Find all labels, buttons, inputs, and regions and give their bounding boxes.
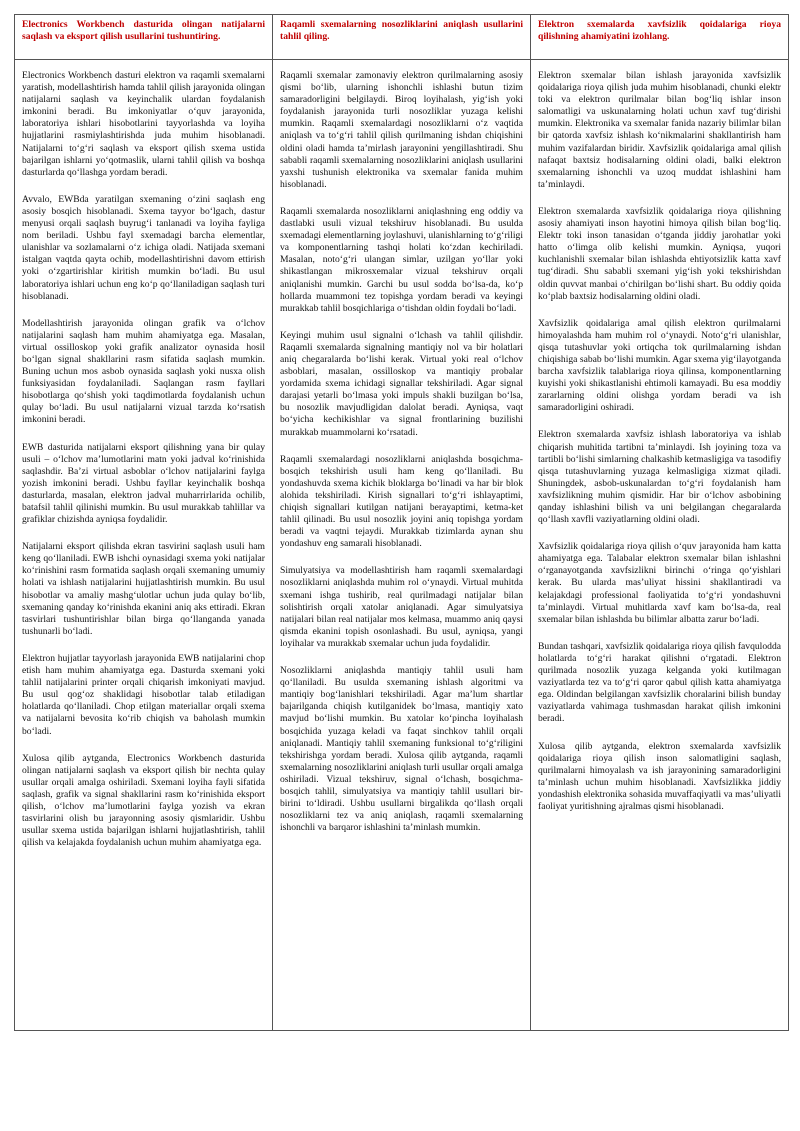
question-cell-1 xyxy=(15,15,273,60)
answer-2-paragraph: Raqamli sxemalarda nosozliklarni aniqlashning eng oddiy va dastlabki usuli vizual tekshiruv hisoblanadi. Bu usulda sxemadagi elementlarning joylashuvi, ulanishlarning to‘g‘riligi va komponentlarning tashqi holati ko‘zdan kechiriladi. Masalan, noto‘g‘ri ulangan simlar, uzilgan yo‘llar yoki shikastlangan mikrosxemalar vizual tekshiruv orqali aniqlanishi mumkin. Garchi bu usul sodda bo‘lsa-da, ko‘p hollarda muammoni tez topishga yordam beradi va keyingi murakkab tahlil bosqichlariga o‘tishdan oldin foydali bo‘ladi. xyxy=(280,205,523,314)
answer-3-paragraph: Xulosa qilib aytganda, elektron sxemalarda xavfsizlik qoidalariga rioya qilish inson salomatligini saqlash, qurilmalarni himoyalash va ish jarayonining samaradorligini ta’minlash uchun muhim hisoblanadi. Xavfsizlikka jiddiy yondashish elektronika sohasida muvaffaqiyatli va mas’uliyatli faoliyat yuritishning ajralmas qismi hisoblanadi. xyxy=(538,740,781,812)
question-1: Electronics Workbench dasturida olingan natijalarni saqlash va eksport qilish usullarini tushuntiring. xyxy=(22,19,265,43)
answer-3-paragraph: Elektron sxemalar bilan ishlash jarayonida xavfsizlik qoidalariga rioya qilish juda muhim hisoblanadi, chunki elektr toki va elektron qurilmalar bilan bog‘liq ishlar inson salomatligi va uskunalarning holati uchun xavf tug‘dirishi mumkin. Elektronika va sxemalar fanida nazariy bilimlar bilan bir qatorda xavfsiz ishlash ko‘nikmalarini shakllantirish ham muhim vazifalardan biridir. Xavfsizlik qoidalariga amal qilish nafaqat baxtsiz hodisalarning oldini oladi, balki elektron sxemalarning ishonchli va uzoq muddat ishlashini ham ta’minlaydi. xyxy=(538,70,781,190)
answer-3-paragraph: Elektron sxemalarda xavfsizlik qoidalariga rioya qilishning asosiy ahamiyati inson hayotini himoya qilish bilan bog‘liq. Elektr toki inson tanasidan o‘tganda jiddiy jarohatlar yoki hatto o‘limga olib kelishi mumkin. Ayniqsa, yuqori kuchlanishli sxemalar bilan ishlashda ehtiyotsizlik katta xavf tug‘diradi. Shu sababli sxemani yig‘ish yoki tekshirishdan oldin quvvat manbai o‘chirilgan bo‘lishi shart. Bu oddiy qoida ko‘plab baxtsiz hodisalarning oldini oladi. xyxy=(538,205,781,302)
answer-3-paragraph: Elektron sxemalarda xavfsiz ishlash laboratoriya va ishlab chiqarish muhitida tartibni ta’minlaydi. Ish joyining toza va tartibli bo‘lishi simlarning chalkashib ketmasligiga va tasodifiy qisqa tutashuvlarning yuzaga kelmasligiga xizmat qiladi. Shuningdek, asbob-uskunalardan to‘g‘ri foydalanish ham xavfsizlikning muhim qismidir. Har bir o‘lchov asbobining qanday ishlashini bilish va uni belgilangan chegaralarda qo‘llash xavfli vaziyatlarning oldini oladi. xyxy=(538,429,781,526)
answer-1-paragraph: Modellashtirish jarayonida olingan grafik va o‘lchov natijalarini saqlash ham muhim ahamiyatga ega. Masalan, virtual ossilloskop yoki grafik analizator oynasida hosil bo‘lgan signal shakllarini rasm sifatida saqlash mumkin. Buning uchun mos asbob oynasida saqlash yoki nusxa olish funksiyasidan foydalaniladi. Saqlangan rasm fayllari hisobotlarga qo‘shish yoki taqdimotlarda foydalanish uchun qulay bo‘ladi. Bu usul natijalarni vizual tarzda ko‘rsatish imkonini beradi. xyxy=(22,317,265,426)
answer-1-paragraph: Natijalarni eksport qilishda ekran tasvirini saqlash usuli ham keng qo‘llaniladi. EWB ishchi oynasidagi sxema yoki natijalar ko‘rinishini rasm formatida saqlash orqali sxemaning umumiy holati va ishlash natijalarini hujjatlashtirish mumkin. Bu usul hisobotlar va amaliy mashg‘ulotlar uchun juda qulay bo‘lib, sxemaning qanday ko‘rinishda ekanini aniq aks ettiradi. Ekran tasvirlari tushuntirishlar bilan birga qo‘llanganda yanada tushunarli bo‘ladi. xyxy=(22,541,265,637)
answer-2-paragraph: Keyingi muhim usul signalni o‘lchash va tahlil qilishdir. Raqamli sxemalarda signalning mantiqiy nol va bir holatlari aniq chegaralarda bo‘lishi kerak. Virtual yoki real o‘lchov asboblari, masalan, ossilloskop va mantiqiy probalar yordamida sxema ichidagi signallar tekshiriladi. Agar signal darajasi yetarli bo‘lmasa yoki impuls shakli buzilgan bo‘lsa, bu nosozlik mavjudligidan dalolat beradi. Ayniqsa, vaqt bo‘yicha kechikishlar va signal frontlarining buzilishi murakkab muammolarni ko‘rsatadi. xyxy=(280,329,523,438)
answer-2-paragraph: Raqamli sxemalardagi nosozliklarni aniqlashda bosqichma-bosqich tekshirish usuli ham keng qo‘llaniladi. Bu yondashuvda sxema kichik bloklarga bo‘linadi va har bir blok alohida tekshiriladi. Kirish signallari to‘g‘ri ishlayaptimi, chiqish signallari kutilgan natijani berayaptimi, ketma-ket tahlil qilinadi. Bu usul nosozlik joyini aniq topishga yordam beradi va vaqtni tejaydi. Murakkab tizimlarda aynan shu yondashuv eng samarali hisoblanadi. xyxy=(280,453,523,550)
answer-1-paragraph: Avvalo, EWBda yaratilgan sxemaning o‘zini saqlash eng asosiy bosqich hisoblanadi. Sxema tayyor bo‘lgach, dastur menyusi orqali saqlash buyrug‘i tanlanadi va loyiha fayliga nom beriladi. Ushbu fayl sxemadagi barcha elementlar, ulanishlar va sozlamalarni o‘z ichiga oladi. Natijada sxemani istalgan vaqtda qayta ochib, modellashtirishni davom ettirish yoki o‘zgartirishlar kiritish mumkin bo‘ladi. Bu usul laboratoriya ishlari uchun eng ko‘p qo‘llaniladigan saqlash turi hisoblanadi. xyxy=(22,193,265,302)
question-row xyxy=(15,15,789,60)
answer-1-paragraph: EWB dasturida natijalarni eksport qilishning yana bir qulay usuli – o‘lchov ma’lumotlarini matn yoki jadval ko‘rinishida saqlashdir. Ba’zi virtual asboblar o‘lchov natijalarini faylga yozish imkonini beradi. Ushbu fayllar keyinchalik boshqa dasturlarda, masalan, elektron jadval muharrirlarida ochilib, batafsil tahlil qilinishi mumkin. Bu usul murakkab tahlillar va grafiklar chizishda ayniqsa foydalidir. xyxy=(22,441,265,526)
question-cell-3 xyxy=(531,15,789,60)
answer-table xyxy=(14,14,789,1031)
answer-cell-1 xyxy=(15,60,273,1031)
answer-cell-3 xyxy=(531,60,789,1031)
answer-cell-2 xyxy=(273,60,531,1031)
answer-2-paragraph: Nosozliklarni aniqlashda mantiqiy tahlil usuli ham qo‘llaniladi. Bu usulda sxemaning ishlash algoritmi va mantiqiy bog‘lanishlari tekshiriladi. Agar ma’lum shartlar bajarilganda chiqish kutilganidek bo‘lmasa, mantiqiy xato mavjud bo‘lishi mumkin. Bu xatolar ko‘pincha loyihalash bosqichida yuzaga keladi va faqat sinchkov tahlil orqali aniqlanadi. Mantiqiy tahlil sxemaning funksional to‘g‘riligini tekshirishga yordam beradi. Xulosa qilib aytganda, raqamli sxemalarning nosozliklarini aniqlash turli usullar orqali amalga oshiriladi. Vizual tekshiruv, signal o‘lchash, bosqichma-bosqich tahlil, simulyatsiya va mantiqiy tahlil usullari bir-birini to‘ldiradi. Ushbu usullarni birgalikda qo‘llash orqali nosozliklarni tez va aniq aniqlash, raqamli sxemalarning ishonchli va barqaror ishlashini ta’minlash mumkin. xyxy=(280,665,523,834)
answer-1-paragraph: Electronics Workbench dasturi elektron va raqamli sxemalarni yaratish, modellashtirish hamda tahlil qilish jarayonida olingan natijalarni saqlash va keyinchalik ulardan foydalanish imkonini beradi. Bu imkoniyatlar o‘quv jarayonida, laboratoriya ishlari hisobotlarini tayyorlashda va loyiha hujjatlarini rasmiylashtirishda juda muhim hisoblanadi. Natijalarni to‘g‘ri saqlash va eksport qilish sxema ustida bajarilgan ishlarni yo‘qotmaslik, ularni tahlil qilish va boshqa dasturlarda qo‘llashga yordam beradi. xyxy=(22,70,265,178)
answer-3-paragraph: Xavfsizlik qoidalariga rioya qilish o‘quv jarayonida ham katta ahamiyatga ega. Talabalar elektron sxemalar bilan ishlashni o‘rganayotganda xavfsizlikni birinchi o‘ringa qo‘yishlari kerak. Bu ularda mas’uliyat hissini shakllantiradi va kelajakdagi professional faoliyatida to‘g‘ri yondashuvni ta’minlaydi. Virtual muhitlarda xavf kam bo‘lsa-da, real sxemalar bilan ishlashda bu bilimlar albatta zarur bo‘ladi. xyxy=(538,541,781,625)
question-3: Elektron sxemalarda xavfsizlik qoidalariga rioya qilishning ahamiyatini izohlang. xyxy=(538,19,781,43)
answer-3-paragraph: Xavfsizlik qoidalariga amal qilish elektron qurilmalarni himoyalashda ham muhim rol o‘ynaydi. Noto‘g‘ri ulanishlar, qisqa tutashuvlar yoki ortiqcha tok qurilmalarning ishdan chiqishiga sabab bo‘lishi mumkin. Agar sxema yig‘ilayotganda barcha xavfsizlik talablariga rioya qilinsa, komponentlarning kuyishi yoki shikastlanishi ehtimoli kamayadi. Bu esa moddiy zararlarning oldini olishga yordam beradi va ish samaradorligini oshiradi. xyxy=(538,317,781,414)
question-2: Raqamli sxemalarning nosozliklarini aniqlash usullarini tahlil qiling. xyxy=(280,19,523,43)
answer-1-paragraph: Xulosa qilib aytganda, Electronics Workbench dasturida olingan natijalarni saqlash va eksport qilish bir nechta qulay usullar orqali amalga oshiriladi. Sxemani loyiha fayli sifatida saqlash, grafik va signal shakllarini rasm ko‘rinishida eksport qilish, o‘lchov ma’lumotlarini faylga yozish va ekran tasvirlarini olish bu jarayonning asosiy qismlaridir. Ushbu usullar sxema ustida bajarilgan ishlarni hujjatlashtirish, tahlil qilish va kelajakda foydalanish uchun muhim ahamiyatga ega. xyxy=(22,752,265,849)
answer-row xyxy=(15,60,789,1031)
answer-2-paragraph: Simulyatsiya va modellashtirish ham raqamli sxemalardagi nosozliklarni aniqlashda muhim rol o‘ynaydi. Virtual muhitda sxemani ishga tushirib, real qurilmadagi natijalar bilan solishtirish orqali xatolar aniqlanadi. Agar simulyatsiya natijalari bilan real natijalar mos kelmasa, muammo aniq qaysi qismda ekanini topish osonlashadi. Bu usul, ayniqsa, yangi loyihalar va murakkab sxemalar uchun juda foydalidir. xyxy=(280,565,523,649)
answer-2-paragraph: Raqamli sxemalar zamonaviy elektron qurilmalarning asosiy qismi bo‘lib, ularning ishonchli ishlashi butun tizim samaradorligini belgilaydi. Biroq loyihalash, yig‘ish yoki foydalanish jarayonida turli nosozliklar yuzaga kelishi mumkin. Raqamli sxemalardagi nosozliklarni o‘z vaqtida aniqlash va to‘g‘ri tahlil qilish qurilmaning ishdan chiqishini oldini oladi hamda ta’mirlash jarayonini yengillashtiradi. Shu sababli raqamli sxemalarning nosozliklarini aniqlash usullarini yaxshi tushunish elektronika va sxemalar fanida muhim hisoblanadi. xyxy=(280,70,523,190)
question-cell-2 xyxy=(273,15,531,60)
answer-1-paragraph: Elektron hujjatlar tayyorlash jarayonida EWB natijalarini chop etish ham muhim ahamiyatga ega. Dasturda sxemani yoki tahlil natijalarini printer orqali chiqarish imkoniyati mavjud. Bu usul qog‘oz shaklidagi hisobotlar talab etiladigan holatlarda qo‘llaniladi. Chop etilgan materiallar orqali sxema va natijalarni bevosita ko‘rib chiqish va baholash mumkin bo‘ladi. xyxy=(22,652,265,737)
answer-3-paragraph: Bundan tashqari, xavfsizlik qoidalariga rioya qilish favqulodda holatlarda to‘g‘ri harakat qilishni o‘rgatadi. Elektron qurilmada nosozlik yuzaga kelganda yoki kutilmagan vaziyatlarda tez va to‘g‘ri qaror qabul qilish katta ahamiyatga ega. Oldindan belgilangan xavfsizlik choralarini bilish bunday vaziyatlarda vahimaga tushmasdan harakat qilish imkonini beradi. xyxy=(538,640,781,725)
